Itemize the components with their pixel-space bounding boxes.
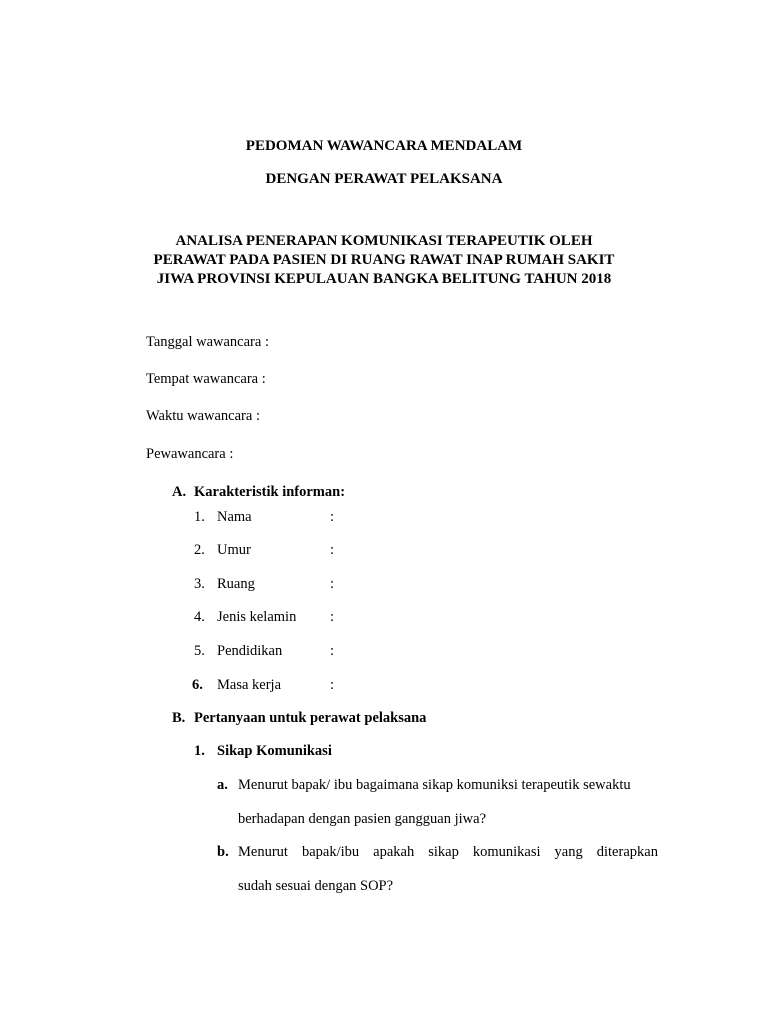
question-word: bapak/ibu bbox=[301, 844, 360, 860]
section-a-title: Karakteristik informan: bbox=[194, 484, 346, 500]
question-text-continued: sudah sesuai dengan SOP? bbox=[238, 878, 394, 894]
list-item-number: 1. bbox=[194, 509, 205, 525]
research-title-line-1: ANALISA PENERAPAN KOMUNIKASI TERAPEUTIK OLEH bbox=[175, 233, 593, 249]
list-item-number: 5. bbox=[194, 643, 205, 659]
list-item-label: Masa kerja bbox=[217, 677, 282, 693]
list-item-label: Jenis kelamin bbox=[217, 609, 297, 625]
list-item-colon: : bbox=[330, 576, 335, 592]
document-title: PEDOMAN WAWANCARA MENDALAM bbox=[245, 138, 523, 154]
research-title-line-3: JIWA PROVINSI KEPULAUAN BANGKA BELITUNG TAHUN 2018 bbox=[156, 271, 612, 287]
question-word: yang bbox=[554, 844, 583, 860]
section-a-marker: A. bbox=[172, 484, 187, 500]
list-item-colon: : bbox=[330, 509, 335, 525]
research-title-line-2: PERAWAT PADA PASIEN DI RUANG RAWAT INAP RUMAH SAKIT bbox=[153, 252, 615, 268]
question-word: Menurut bbox=[238, 844, 288, 860]
list-item-colon: : bbox=[330, 542, 335, 558]
question-word: apakah bbox=[373, 844, 415, 860]
field-waktu-wawancara: Waktu wawancara : bbox=[146, 408, 260, 424]
list-item-number: 2. bbox=[194, 542, 205, 558]
list-item-colon: : bbox=[330, 643, 335, 659]
list-item-number: 4. bbox=[194, 609, 205, 625]
document-subtitle: DENGAN PERAWAT PELAKSANA bbox=[265, 171, 503, 187]
field-tanggal-wawancara: Tanggal wawancara : bbox=[146, 334, 269, 350]
question-word: komunikasi bbox=[472, 844, 541, 860]
question-text-continued: berhadapan dengan pasien gangguan jiwa? bbox=[238, 811, 487, 827]
field-pewawancara: Pewawancara : bbox=[146, 446, 234, 462]
list-item-number: 3. bbox=[194, 576, 205, 592]
subsection-title: Sikap Komunikasi bbox=[217, 743, 332, 759]
list-item-label: Ruang bbox=[217, 576, 255, 592]
question-letter: a. bbox=[217, 777, 228, 793]
question-word: diterapkan bbox=[596, 844, 658, 860]
question-letter: b. bbox=[217, 844, 229, 860]
question-text: Menurut bapak/ ibu bagaimana sikap komuniksi terapeutik sewaktu bbox=[238, 777, 631, 793]
list-item-colon: : bbox=[330, 609, 335, 625]
section-b-title: Pertanyaan untuk perawat pelaksana bbox=[194, 710, 427, 726]
field-tempat-wawancara: Tempat wawancara : bbox=[146, 371, 266, 387]
question-word: sikap bbox=[428, 844, 459, 860]
list-item-colon: : bbox=[330, 677, 335, 693]
list-item-label: Nama bbox=[217, 509, 252, 525]
question-text bbox=[238, 845, 658, 860]
list-item-number: 6. bbox=[192, 677, 203, 693]
section-b-marker: B. bbox=[172, 710, 186, 726]
list-item-label: Pendidikan bbox=[217, 643, 283, 659]
subsection-number: 1. bbox=[194, 743, 205, 759]
list-item-label: Umur bbox=[217, 542, 251, 558]
